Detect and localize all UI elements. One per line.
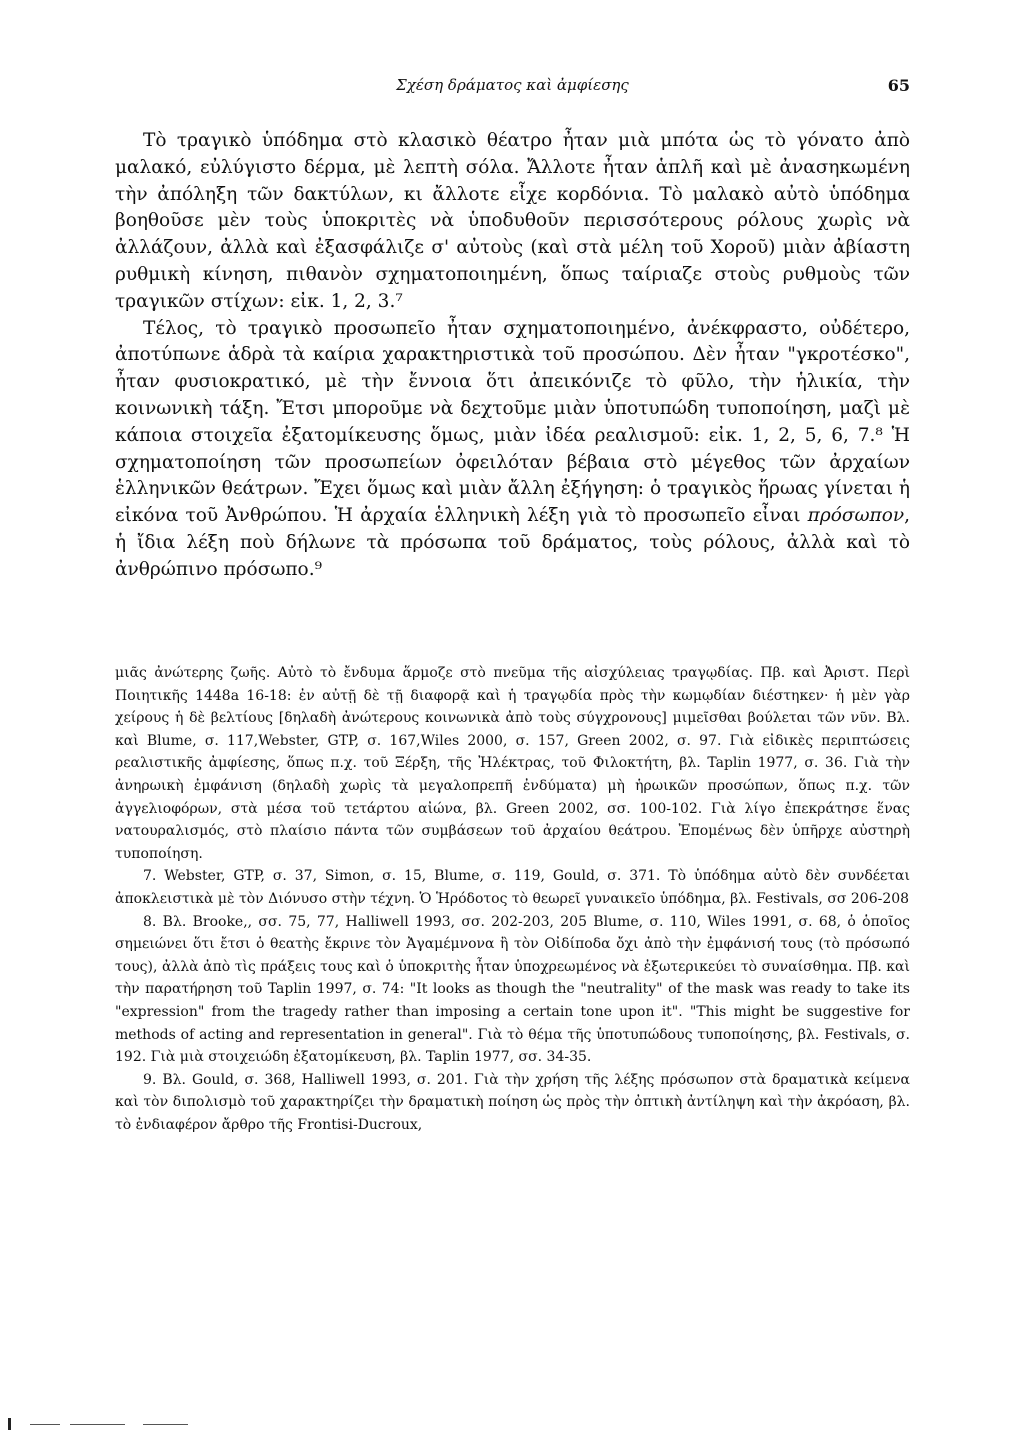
page-number: 65: [887, 76, 910, 95]
running-title: Σχέση δράματος καὶ ἀμφίεσης: [396, 76, 629, 94]
scan-line: [70, 1424, 125, 1425]
paragraph-text: Τέλος, τὸ τραγικὸ προσωπεῖο ἦταν σχηματοποιημένο, ἀνέκφραστο, οὐδέτερο, ἀποτύπωνε ἁδρὰ τὰ καίρια χαρακτηριστικὰ τοῦ προσώπου. Δὲν ἦταν "γκροτέσκο", ἦταν φυσιοκρατικό, μὲ τὴν ἔννοια ὅτι ἀπεικόνιζε τὸ φῦλο, τὴν ἡλικία, τὴν κοινωνικὴ τάξη. Ἔτσι μποροῦμε νὰ δεχτοῦμε μιὰν ὑποτυπώδη τυποποίηση, μαζὶ μὲ κάποια στοιχεῖα ἐξατομίκευσης ὅμως, μιὰν ἰδέα ρεαλισμοῦ: εἰκ. 1, 2, 5, 6, 7.⁸ Ἡ σχηματοποίηση τῶν προσωπείων ὀφειλόταν βέβαια στὸ μέγεθος τῶν ἀρχαίων ἑλληνικῶν θεάτρων. Ἔχει ὅμως καὶ μιὰν ἄλλη ἐξήγηση: ὁ τραγικὸς ἥρωας γίνεται ἡ εἰκόνα τοῦ Ἀνθρώπου. Ἡ ἀρχαία ἑλληνικὴ λέξη γιὰ τὸ προσωπεῖο εἶναι: [115, 317, 910, 527]
scan-edge-marks: [8, 1418, 198, 1430]
scan-line: [30, 1424, 60, 1425]
footnote-continuation: μιᾶς ἀνώτερης ζωῆς. Αὐτὸ τὸ ἔνδυμα ἅρμοζε στὸ πνεῦμα τῆς αἰσχύλειας τραγῳδίας. Πβ. καὶ Ἀριστ. Περὶ Ποιητικῆς 1448a 16-18: ἐν αὐτῇ δὲ τῇ διαφορᾷ καὶ ἡ τραγῳδία πρὸς τὴν κωμῳδίαν διέστηκεν· ἡ μὲν γὰρ χείρους ἡ δὲ βελτίους [δηλαδὴ ἀνώτερους κοινωνικὰ ἀπὸ τοὺς σύγχρονους] μιμεῖσθαι βούλεται τῶν νῦν. Βλ. καὶ Blume, σ. 117,Webster, GTP, σ. 167,Wiles 2000, σ. 157, Green 2002, σ. 97. Γιὰ εἰδικὲς περιπτώσεις ρεαλιστικῆς ἀμφίεσης, ὅπως π.χ. τοῦ Ξέρξη, τῆς Ἠλέκτρας, τοῦ Φιλοκτήτη, βλ. Taplin 1977, σ. 36. Γιὰ τὴν ἀνηρωικὴ ἐμφάνιση (δηλαδὴ χωρὶς τὰ μεγαλοπρεπῆ ἐνδύματα) μὴ ἡρωικῶν προσώπων, ὅπως π.χ. τῶν ἀγγελιοφόρων, στὰ μέσα τοῦ τετάρτου αἰώνα, βλ. Green 2002, σσ. 100-102. Γιὰ λίγο ἐπεκράτησε ἕνας νατουραλισμός, στὸ πλαίσιο πάντα τῶν συμβάσεων τοῦ ἀρχαίου θεάτρου. Ἐπομένως δὲν ὑπῆρχε αὐστηρὴ τυποποίηση.: [115, 665, 910, 862]
footnote-9: 9. Βλ. Gould, σ. 368, Halliwell 1993, σ. 201. Γιὰ τὴν χρήση τῆς λέξης πρόσωπον στὰ δραματικὰ κείμενα καὶ τὸν διπολισμὸ τοῦ χαρακτηρίζει τὴν δραματικὴ ποίηση ὡς πρὸς τὴν ὀπτικὴ ἀντίληψη καὶ τὴν ἀκρόαση, βλ. τὸ ἐνδιαφέρον ἄρθρο τῆς Frontisi-Ducroux,: [115, 1071, 910, 1133]
footnote-7: 7. Webster, GTP, σ. 37, Simon, σ. 15, Blume, σ. 119, Gould, σ. 371. Τὸ ὑπόδημα αὐτὸ δὲν συνδέεται ἀποκλειστικὰ μὲ τὸν Διόνυσο στὴν τέχνη. Ὁ Ἡρόδοτος τὸ θεωρεῖ γυναικεῖο ὑπόδημα, βλ. Festivals, σσ 206-208: [115, 868, 910, 907]
main-text: [115, 128, 910, 584]
body-paragraph: Τὸ τραγικὸ ὑπόδημα στὸ κλασικὸ θέατρο ἦταν μιὰ μπότα ὡς τὸ γόνατο ἀπὸ μαλακό, εὐλύγιστο δέρμα, μὲ λεπτὴ σόλα. Ἄλλοτε ἦταν ἁπλῆ καὶ μὲ ἀνασηκωμένη τὴν ἀπόληξη τῶν δακτύλων, κι ἄλλοτε εἶχε κορδόνια. Τὸ μαλακὸ αὐτὸ ὑπόδημα βοηθοῦσε μὲν τοὺς ὑποκριτὲς νὰ ὑποδυθοῦν περισσότερους ρόλους χωρὶς νὰ ἀλλάζουν, ἀλλὰ καὶ ἐξασφάλιζε σ' αὐτοὺς (καὶ στὰ μέλη τοῦ Χοροῦ) μιὰν ἀβίαστη ρυθμικὴ κίνηση, πιθανὸν σχηματοποιημένη, ὅπως ταίριαζε στοὺς ρυθμοὺς τῶν τραγικῶν στίχων: εἰκ. 1, 2, 3.⁷: [115, 130, 910, 312]
footnotes: [115, 662, 910, 1136]
scan-line: [143, 1424, 188, 1425]
scan-mark: [8, 1418, 11, 1430]
paragraph-text: , ἡ ἴδια λέξη ποὺ δήλωνε τὰ πρόσωπα τοῦ δράματος, τοὺς ρόλους, ἀλλὰ καὶ τὸ ἀνθρώπινο πρόσωπο.⁹: [115, 505, 910, 580]
running-header: [115, 76, 910, 102]
footnote-8: 8. Βλ. Brooke,, σσ. 75, 77, Halliwell 1993, σσ. 202-203, 205 Blume, σ. 110, Wiles 1991, σ. 68, ὁ ὁποῖος σημειώνει ὅτι ἔτσι ὁ θεατὴς ἔκρινε τὸν Ἀγαμέμνονα ἢ τὸν Οἰδίποδα ὄχι ἀπὸ τὴν ἐμφάνισή τους (τὸ πρόσωπό τους), ἀλλὰ ἀπὸ τὶς πράξεις τους καὶ ὁ ὑποκριτὴς ἦταν ὑποχρεωμένος νὰ ἐξωτερικεύει τὸ συναίσθημα. Πβ. καὶ τὴν παρατήρηση τοῦ Taplin 1997, σ. 74: "It looks as though the "neutrality" of the mask was ready to take its "expression" from the tragedy rather than imposing a certain tone upon it". "This might be suggestive for methods of acting and representation in general". Γιὰ τὸ θέμα τῆς ὑποτυπώδους τυποποίησης, βλ. Festivals, σ. 192. Γιὰ μιὰ στοιχειώδη ἐξατομίκευση, βλ. Taplin 1977, σσ. 34-35.: [115, 913, 910, 1066]
body-paragraph: [115, 316, 910, 584]
italic-term: πρόσωπον: [807, 505, 905, 527]
